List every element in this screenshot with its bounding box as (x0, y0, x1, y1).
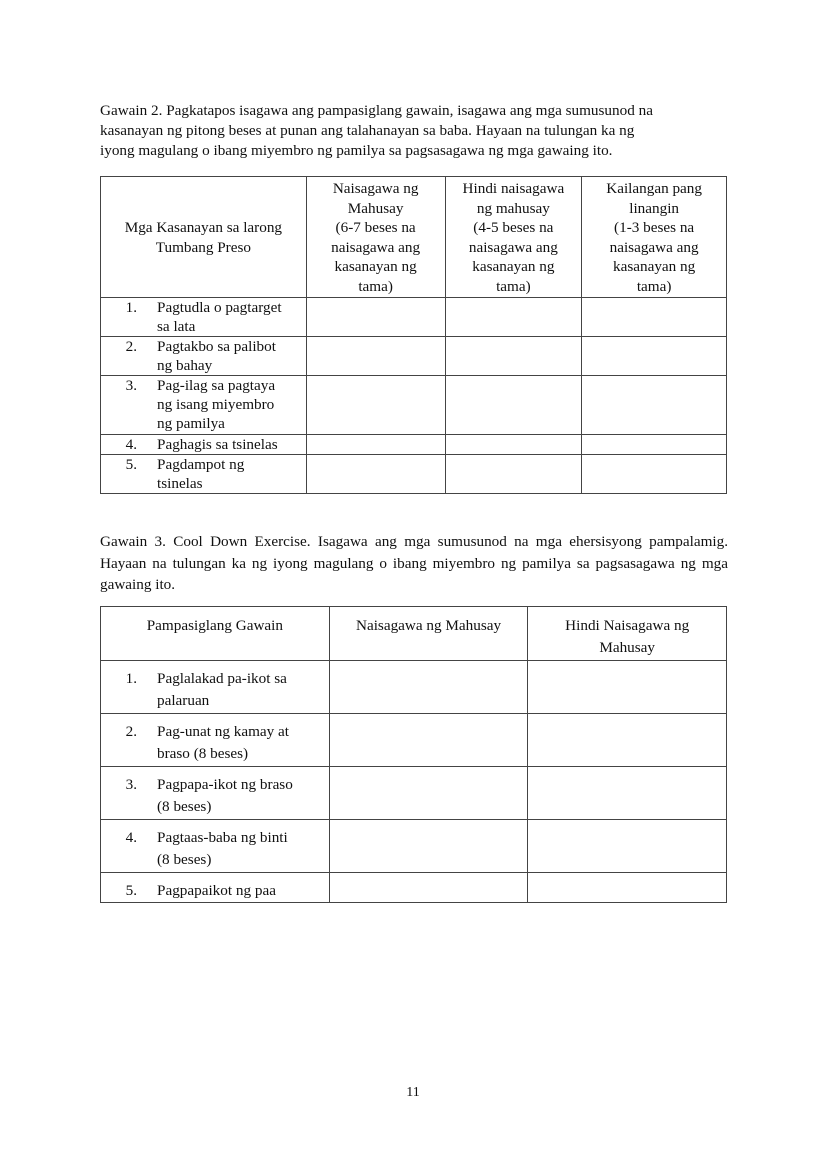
instruction-line: Gawain 2. Pagkatapos isagawa ang pampasiglang gawain, isagawa ang mga sumusunod na (100, 102, 653, 119)
item-number: 4. (125, 436, 137, 453)
rating-cell[interactable] (306, 337, 445, 376)
rating-cell[interactable] (445, 298, 582, 337)
table-row (101, 435, 727, 455)
item-number: 3. (125, 377, 137, 394)
column-header-line: (4-5 beses na (473, 219, 554, 236)
table-row (101, 820, 727, 873)
activity-label-line: Pagdampot ng (157, 456, 245, 473)
item-number: 2. (125, 338, 137, 355)
rating-cell[interactable] (528, 873, 727, 903)
rating-cell[interactable] (329, 661, 528, 714)
activity-label (137, 827, 329, 871)
activity-label (137, 721, 329, 765)
rating-cell[interactable] (329, 767, 528, 820)
column-header-line: (6-7 beses na (335, 219, 416, 236)
instruction-line: iyong magulang o ibang miyembro ng pamilya sa pagsasagawa ng mga gawaing ito. (100, 142, 613, 159)
item-number: 2. (125, 723, 137, 740)
activity-cell (101, 661, 330, 714)
activity-label-line: Pagpapa-ikot ng braso (157, 776, 293, 793)
column-header (329, 607, 528, 661)
rating-cell[interactable] (329, 820, 528, 873)
table-row (101, 714, 727, 767)
activity-label-line: Pagtaas-baba ng binti (157, 829, 288, 846)
table-row (101, 661, 727, 714)
activity-label-line: Pag-ilag sa pagtaya (157, 377, 276, 394)
rating-cell[interactable] (528, 820, 727, 873)
activity-label-line: Pagtudla o pagtarget (157, 299, 282, 316)
rating-cell[interactable] (445, 455, 582, 494)
activity-label-line: ng isang miyembro (157, 396, 275, 413)
activity-label (137, 435, 306, 454)
activity-cell (101, 820, 330, 873)
activity-label-line: palaruan (157, 692, 210, 709)
gawain2-instructions (100, 101, 728, 161)
rating-cell[interactable] (528, 661, 727, 714)
rating-cell[interactable] (306, 376, 445, 435)
column-header (101, 607, 330, 661)
table-row (101, 298, 727, 337)
activity-label-line: tsinelas (157, 475, 203, 492)
column-header (582, 177, 727, 298)
rating-cell[interactable] (582, 298, 727, 337)
item-number: 4. (125, 829, 137, 846)
activity-cell (101, 435, 307, 455)
column-header-line: linangin (629, 199, 680, 217)
column-header-line: tama) (358, 277, 393, 295)
column-header-line: Naisagawa ng (332, 180, 419, 197)
column-header-line: Mahusay (599, 639, 656, 656)
activity-label (137, 880, 329, 902)
activity-label-line: Pagtakbo sa palibot (157, 338, 276, 355)
table-row (101, 767, 727, 820)
column-header-line: Tumbang Preso (155, 238, 251, 256)
activity-label-line: ng pamilya (157, 415, 225, 432)
column-header-line: Pampasiglang Gawain (146, 617, 283, 634)
activity-label-line: Pag-unat ng kamay at (157, 723, 290, 740)
column-header (306, 177, 445, 298)
rating-cell[interactable] (528, 767, 727, 820)
activity-label-line: (8 beses) (157, 851, 212, 868)
activity-label-line: ng bahay (157, 357, 213, 374)
column-header-line: naisagawa ang (331, 238, 421, 256)
column-header-line: naisagawa ang (468, 238, 558, 256)
table-header-row (101, 177, 727, 298)
column-header-line: Hindi Naisagawa ng (565, 617, 690, 634)
item-number: 1. (125, 299, 137, 316)
column-header-line: Hindi naisagawa (462, 180, 565, 197)
column-header-line: Naisagawa ng Mahusay (355, 617, 502, 634)
item-number: 3. (125, 776, 137, 793)
rating-cell[interactable] (445, 435, 582, 455)
column-header-line: kasanayan ng (472, 258, 555, 275)
column-header-line: Mga Kasanayan sa larong (124, 219, 283, 236)
column-header (528, 607, 727, 661)
table-row (101, 873, 727, 903)
activity-label-line: (8 beses) (157, 798, 212, 815)
column-header-line: Mahusay (347, 199, 404, 217)
column-header-line: tama) (496, 277, 531, 295)
rating-cell[interactable] (445, 337, 582, 376)
rating-cell[interactable] (306, 435, 445, 455)
activity-label (137, 298, 306, 336)
activity-cell (101, 714, 330, 767)
activity-label-line: sa lata (157, 318, 196, 335)
activity-cell (101, 455, 307, 494)
column-header-line: naisagawa ang (609, 238, 699, 256)
activity-cell (101, 298, 307, 337)
instruction-line: kasanayan ng pitong beses at punan ang talahanayan sa baba. Hayaan na tulungan ka ng (100, 122, 635, 139)
rating-cell[interactable] (306, 455, 445, 494)
item-number: 5. (125, 882, 137, 899)
column-header (101, 177, 307, 298)
rating-cell[interactable] (582, 337, 727, 376)
activity-cell (101, 767, 330, 820)
item-number: 1. (125, 670, 137, 687)
column-header-line: ng mahusay (476, 199, 550, 217)
rating-cell[interactable] (329, 714, 528, 767)
table-row (101, 455, 727, 494)
table-row (101, 337, 727, 376)
activity-label (137, 774, 329, 818)
rating-cell[interactable] (329, 873, 528, 903)
activity-label-line: braso (8 beses) (157, 745, 249, 762)
activity-label-line: Pagpapaikot ng paa (157, 882, 276, 899)
rating-cell[interactable] (582, 376, 727, 435)
gawain3-cooldown-table (100, 606, 727, 903)
activity-cell (101, 873, 330, 903)
column-header-line: kasanayan ng (334, 258, 417, 275)
activity-label (137, 668, 329, 712)
rating-cell[interactable] (582, 455, 727, 494)
gawain2-skills-table (100, 176, 727, 494)
activity-label (137, 376, 306, 433)
table-row (101, 376, 727, 435)
item-number: 5. (125, 456, 137, 473)
column-header-line: (1-3 beses na (614, 219, 695, 236)
page-number: 11 (406, 1085, 420, 1100)
column-header-line: tama) (636, 277, 672, 295)
gawain3-instructions: Gawain 3. Cool Down Exercise. Isagawa ang mga sumusunod na mga ehersisyong pampalamig. Hayaan na tulungan ka ng iyong magulang o ibang miyembro ng pamilya sa pagsasagawa ng mga gawaing ito. (100, 533, 728, 593)
activity-label-line: Paglalakad pa-ikot sa (157, 670, 287, 687)
rating-cell[interactable] (582, 435, 727, 455)
column-header (445, 177, 582, 298)
activity-cell (101, 337, 307, 376)
table-header-row (101, 607, 727, 661)
column-header-line: Kailangan pang (606, 180, 702, 197)
activity-label-line: Paghagis sa tsinelas (157, 436, 278, 453)
rating-cell[interactable] (528, 714, 727, 767)
column-header-line: kasanayan ng (613, 258, 696, 275)
activity-label (137, 455, 306, 493)
rating-cell[interactable] (445, 376, 582, 435)
activity-label (137, 337, 306, 375)
activity-cell (101, 376, 307, 435)
rating-cell[interactable] (306, 298, 445, 337)
